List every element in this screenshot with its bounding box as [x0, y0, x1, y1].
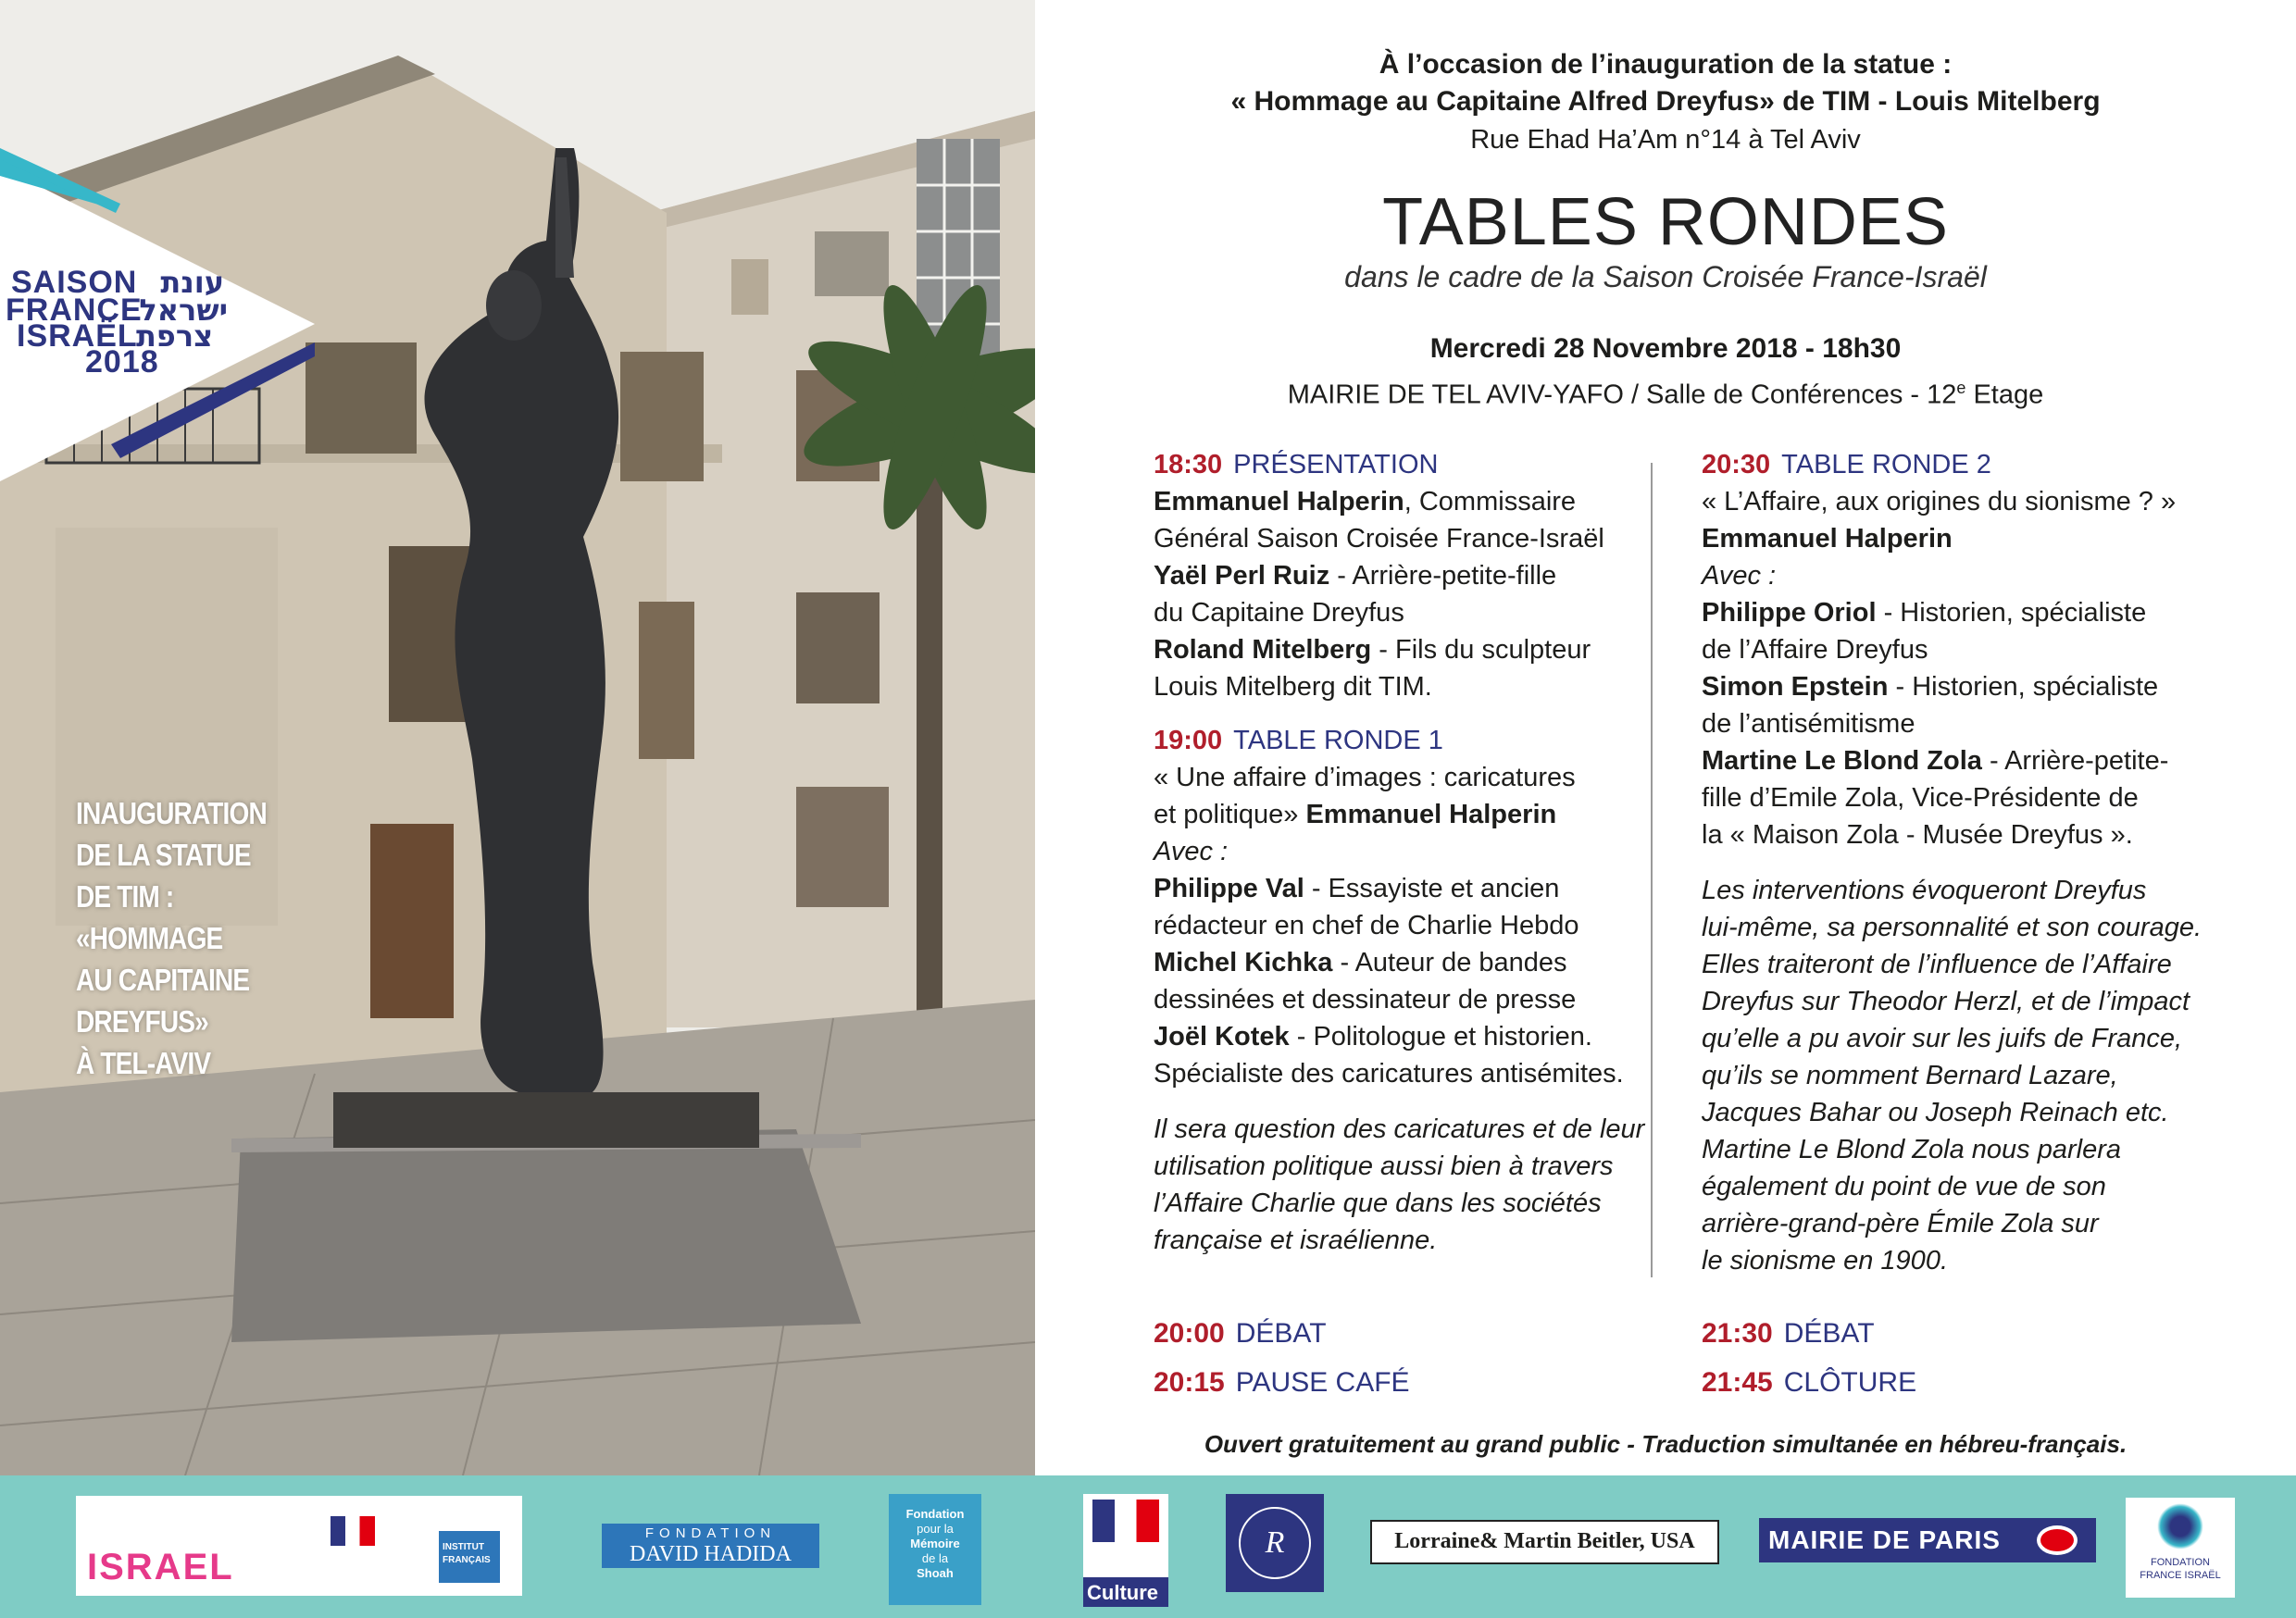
ffi-line1: FONDATION	[2151, 1557, 2210, 1568]
description-line: Martine Le Blond Zola nous parlera	[1702, 1135, 2121, 1164]
description-line: Jacques Bahar ou Joseph Reinach etc.	[1702, 1098, 2169, 1127]
shoah-line: de la	[921, 1551, 949, 1565]
description-line: qu’elle a pu avoir sur les juifs de France,	[1702, 1024, 2183, 1053]
time-label: 20:30	[1702, 450, 1771, 479]
description-line: qu’ils se nomment Bernard Lazare,	[1702, 1061, 2118, 1090]
public-access-note: Ouvert gratuitement au grand public - Traduction simultanée en hébreu-français.	[1204, 1430, 2128, 1458]
schedule-item-pause	[1154, 1364, 1410, 1401]
program-left-column	[1154, 446, 1645, 1259]
intro-address: Rue Ehad Ha’Am n°14 à Tel Aviv	[1470, 125, 1861, 155]
event-date: Mercredi 28 Novembre 2018 - 18h30	[1429, 333, 1902, 364]
beitler-text: Lorraine& Martin Beitler, USA	[1394, 1529, 1695, 1553]
schedule-item-debat-1	[1154, 1315, 1327, 1352]
shoah-line: Shoah	[917, 1566, 954, 1580]
speaker-role: - Essayiste et ancien	[1304, 874, 1560, 903]
photo-caption-line: DE LA STATUE	[76, 838, 251, 872]
description-line: l’Affaire Charlie que dans les sociétés	[1154, 1189, 1602, 1218]
page-title: TABLES RONDES	[1382, 185, 1949, 259]
statue-photo	[0, 0, 1035, 1475]
speaker-role-cont: de l’Affaire Dreyfus	[1702, 635, 1928, 665]
table2-description	[1702, 872, 2220, 1279]
speaker-role: - Politologue et historien.	[1289, 1022, 1592, 1052]
speaker-row	[1702, 668, 2220, 705]
intro-line-1: À l’occasion de l’inauguration de la statue :	[1379, 49, 1953, 80]
saison-logo-hebrew3: צרפת	[135, 318, 213, 354]
speaker-role-cont: rédacteur en chef de Charlie Hebdo	[1154, 911, 1579, 940]
speaker-row	[1154, 483, 1635, 520]
photo-caption-line: «HOMMAGE	[76, 921, 223, 955]
session-label: DÉBAT	[1783, 1318, 1875, 1349]
speaker-row	[1702, 742, 2220, 779]
avec-label: Avec :	[1154, 837, 1229, 866]
description-line: également du point de vue de son	[1702, 1172, 2106, 1201]
table1-theme-moderator	[1154, 796, 1635, 833]
beitler-logo	[1370, 1520, 1719, 1564]
speaker-row	[1154, 631, 1635, 668]
shoah-text	[889, 1507, 981, 1581]
speaker-row	[1154, 557, 1635, 594]
ffi-line2: FRANCE ISRAËL	[2140, 1570, 2221, 1581]
venue-end: Etage	[1965, 380, 2044, 410]
hadida-line1: FONDATION	[644, 1525, 777, 1541]
description-line: française et israélienne.	[1154, 1226, 1438, 1255]
session-label: TABLE RONDE 2	[1781, 450, 1991, 479]
speaker-role-cont: Spécialiste des caricatures antisémites.	[1154, 1059, 1624, 1089]
venue-main: MAIRIE DE TEL AVIV-YAFO / Salle de Conférences - 12	[1287, 380, 1957, 410]
description-line: Les interventions évoqueront Dreyfus	[1702, 876, 2147, 905]
saison-logo-hebrew2: ישראל	[139, 292, 228, 328]
saison-logo-line1: SAISON	[11, 265, 138, 300]
speaker-role: - Arrière-petite-	[1981, 746, 2169, 776]
description-line: Elles traiteront de l’influence de l’Affaire	[1702, 950, 2172, 979]
table2-theme: « L’Affaire, aux origines du sionisme ? »	[1702, 487, 2177, 517]
speaker-name: Emmanuel Halperin	[1154, 487, 1404, 517]
saison-logo-hebrew1: עונת	[160, 265, 224, 300]
speaker-name: Michel Kichka	[1154, 948, 1333, 977]
sponsor-band	[0, 1475, 2296, 1618]
fondation-france-israel-logo	[2126, 1498, 2235, 1598]
session-label: DÉBAT	[1235, 1318, 1327, 1349]
saison-logo-line4: 2018	[85, 344, 159, 380]
marianne-flag-icon	[1092, 1500, 1159, 1542]
photo-caption-line: AU CAPITAINE	[76, 963, 250, 997]
speaker-role: - Arrière-petite-fille	[1329, 561, 1557, 591]
seal-monogram-icon: R	[1265, 1525, 1285, 1560]
event-venue	[1035, 369, 2296, 414]
schedule-item-debat-2	[1702, 1315, 1875, 1352]
speaker-name: Joël Kotek	[1154, 1022, 1290, 1052]
time-label: 20:00	[1154, 1318, 1225, 1349]
table1-theme: « Une affaire d’images : caricatures	[1154, 763, 1576, 792]
speaker-role: - Historien, spécialiste	[1888, 672, 2159, 702]
hadida-line2: DAVID HADIDA	[630, 1542, 792, 1566]
session-label: PRÉSENTATION	[1233, 450, 1439, 479]
description-line: utilisation politique aussi bien à travers	[1154, 1151, 1614, 1181]
description-line: Dreyfus sur Theodor Herzl, et de l’impact	[1702, 987, 2190, 1016]
speaker-name: Martine Le Blond Zola	[1702, 746, 1982, 776]
israel-wordmark: ISRAEL	[87, 1547, 234, 1587]
moderator-name: Emmanuel Halperin	[1702, 524, 1953, 554]
speaker-name: Philippe Val	[1154, 874, 1304, 903]
speaker-role: , Commissaire	[1404, 487, 1577, 517]
venue-sup: e	[1956, 379, 1966, 397]
ministere-culture-logo	[1083, 1494, 1168, 1607]
seal-logo	[1226, 1494, 1324, 1592]
shoah-line: Mémoire	[910, 1537, 960, 1550]
table1-theme-end: et politique»	[1154, 800, 1306, 829]
description-line: lui-même, sa personnalité et son courage.	[1702, 913, 2202, 942]
saison-logo-line3: ISRAËL	[17, 318, 138, 354]
institut-francais-logo	[439, 1531, 500, 1583]
speaker-row	[1702, 594, 2220, 631]
paris-emblem-icon	[2037, 1525, 2078, 1555]
tree-emblem-icon	[2157, 1503, 2203, 1550]
schedule-item-cloture	[1702, 1364, 1916, 1401]
time-label: 21:45	[1702, 1367, 1773, 1398]
mairie-paris-logo	[1759, 1518, 2096, 1562]
time-label: 19:00	[1154, 726, 1223, 755]
speaker-row	[1154, 944, 1635, 981]
description-line: Il sera question des caricatures et de leur	[1154, 1114, 1645, 1144]
speaker-role-cont: du Capitaine Dreyfus	[1154, 598, 1404, 628]
fondation-hadida-logo	[602, 1524, 819, 1568]
saison-logo-line2: FRANCE	[6, 292, 143, 328]
speaker-role: - Historien, spécialiste	[1876, 598, 2147, 628]
time-label: 21:30	[1702, 1318, 1773, 1349]
photo-caption	[76, 792, 312, 1084]
presentation-heading	[1154, 446, 1635, 483]
time-label: 18:30	[1154, 450, 1223, 479]
shoah-memorial-logo	[889, 1494, 981, 1605]
institut-line1: INSTITUT	[443, 1542, 484, 1552]
table1-description	[1154, 1111, 1645, 1259]
column-divider	[1651, 463, 1653, 1277]
culture-label: Culture	[1087, 1581, 1158, 1604]
french-flag-icon	[331, 1516, 375, 1546]
speaker-role: - Auteur de bandes	[1332, 948, 1567, 977]
speaker-role-cont: de l’antisémitisme	[1702, 709, 1915, 739]
speaker-name: Roland Mitelberg	[1154, 635, 1372, 665]
session-label: TABLE RONDE 1	[1233, 726, 1443, 755]
session-label: PAUSE CAFÉ	[1235, 1367, 1410, 1398]
shoah-line: Fondation	[905, 1507, 965, 1521]
table2-heading	[1702, 446, 2220, 483]
speaker-name: Philippe Oriol	[1702, 598, 1877, 628]
speaker-role-cont: dessinées et dessinateur de presse	[1154, 985, 1577, 1014]
speaker-role: - Fils du sculpteur	[1371, 635, 1591, 665]
shoah-line: pour la	[917, 1522, 954, 1536]
israel-embassy-logo	[76, 1496, 522, 1596]
moderator-name: Emmanuel Halperin	[1305, 800, 1557, 829]
speaker-role-cont: Louis Mitelberg dit TIM.	[1154, 672, 1432, 702]
table1-heading	[1154, 722, 1635, 759]
program-right-column	[1702, 446, 2220, 1279]
speaker-role-cont: Général Saison Croisée France-Israël	[1154, 524, 1604, 554]
institut-line2: FRANÇAIS	[443, 1555, 491, 1565]
speaker-name: Yaël Perl Ruiz	[1154, 561, 1330, 591]
photo-caption-line: DREYFUS»	[76, 1004, 208, 1039]
speaker-name: Simon Epstein	[1702, 672, 1889, 702]
speaker-row	[1154, 1018, 1635, 1055]
avec-label: Avec :	[1702, 561, 1777, 591]
page-subtitle: dans le cadre de la Saison Croisée France-Israël	[1344, 260, 1987, 293]
photo-caption-line: DE TIM :	[76, 879, 174, 914]
intro-line-2: « Hommage au Capitaine Alfred Dreyfus» de TIM - Louis Mitelberg	[1230, 86, 2101, 117]
speaker-row	[1154, 870, 1635, 907]
photo-caption-line: À TEL-AVIV	[76, 1046, 211, 1080]
photo-caption-line: INAUGURATION	[76, 796, 267, 830]
description-line: le sionisme en 1900.	[1702, 1246, 1948, 1276]
speaker-role-cont: la « Maison Zola - Musée Dreyfus ».	[1702, 820, 2133, 850]
paris-text: MAIRIE DE PARIS	[1768, 1525, 2001, 1554]
speaker-role-cont: fille d’Emile Zola, Vice-Présidente de	[1702, 783, 2139, 813]
description-line: arrière-grand-père Émile Zola sur	[1702, 1209, 2099, 1238]
session-label: CLÔTURE	[1783, 1367, 1917, 1398]
time-label: 20:15	[1154, 1367, 1225, 1398]
